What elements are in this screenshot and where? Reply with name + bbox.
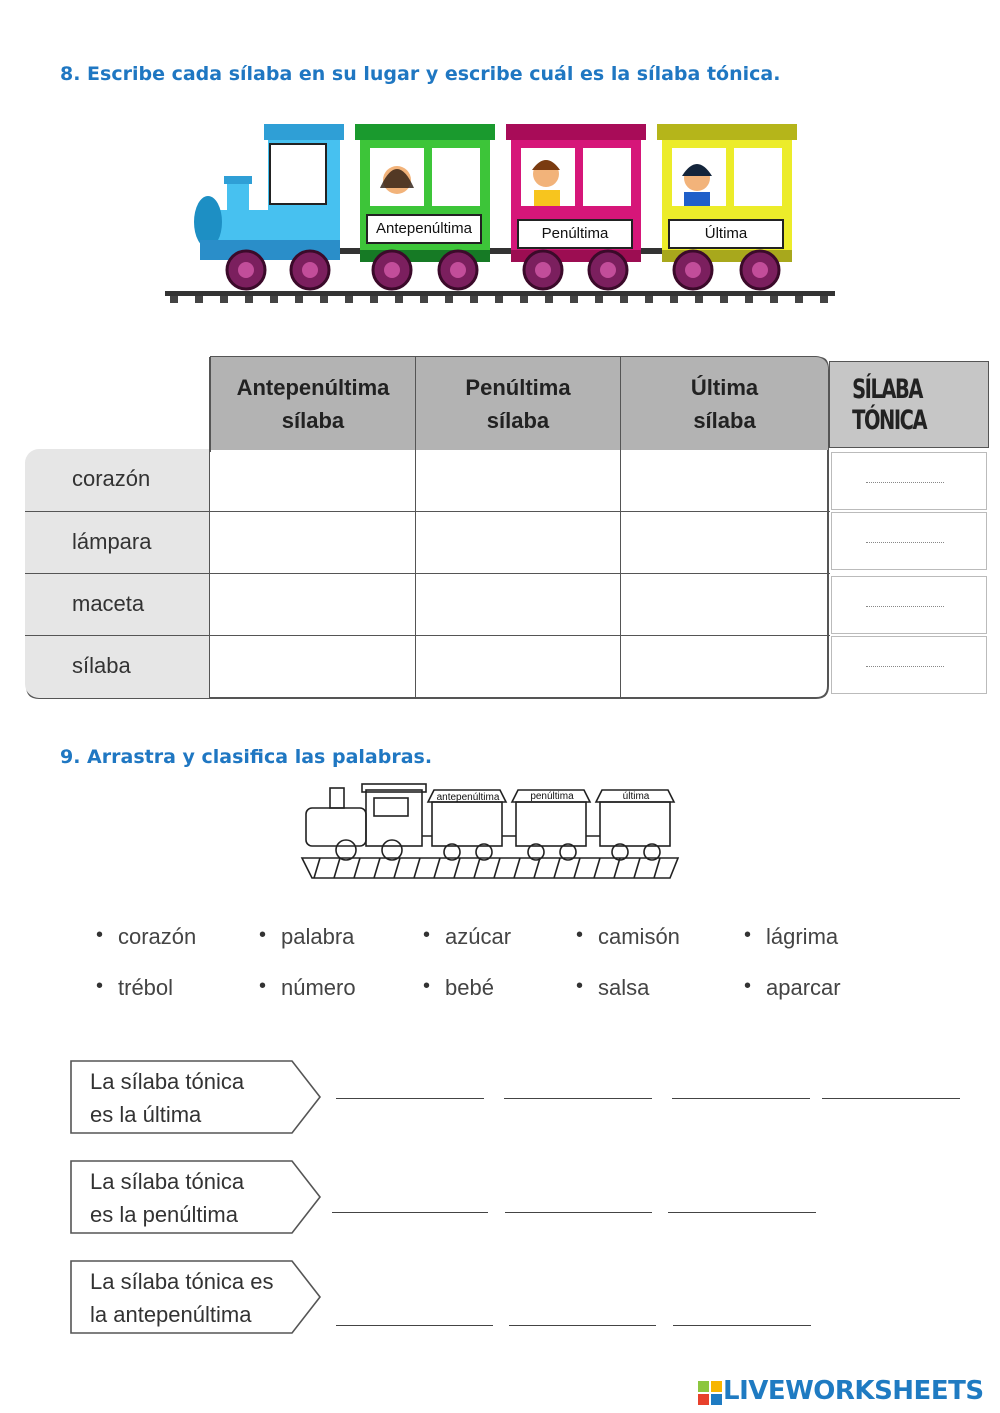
answer-cell[interactable] [210,636,416,698]
answer-cell[interactable] [210,574,416,635]
logo-mark-icon [698,1381,722,1405]
line-train-label-ultima: última [622,791,650,802]
tonica-input[interactable] [831,452,987,510]
header-ultima: Última sílaba [621,356,828,450]
category-antepenultima [70,1260,322,1334]
drop-slot[interactable] [332,1212,488,1213]
drop-slot[interactable] [672,1098,810,1099]
table-row [25,511,830,573]
draggable-word[interactable]: • bebé [445,975,494,1001]
train-label-antepenultima: Antepenúltima [366,214,482,244]
answer-cell[interactable] [621,449,828,511]
drop-slot[interactable] [336,1325,493,1326]
header-penultima: Penúltima sílaba [416,356,621,450]
table-row [25,573,830,635]
logo-text: LIVEWORKSHEETS [723,1376,984,1406]
line-train-label-penultima: penúltima [530,791,574,802]
train-drawing [160,110,850,310]
draggable-word[interactable]: • número [281,975,356,1001]
answer-cell[interactable] [416,512,621,573]
drop-slot[interactable] [822,1098,960,1099]
colorful-train-illustration [160,110,850,310]
draggable-word[interactable]: • trébol [118,975,173,1001]
answer-cell[interactable] [416,636,621,698]
dotted-line [866,542,944,543]
answer-cell[interactable] [416,449,621,511]
exercise-8-heading: 8. Escribe cada sílaba en su lugar y escribe cuál es la sílaba tónica. [60,63,781,85]
train-label-ultima: Última [668,219,784,249]
tonica-header [829,361,989,448]
draggable-word[interactable]: • corazón [118,924,196,950]
train-label-penultima: Penúltima [517,219,633,249]
category-label: La sílaba tónica es la antepenúltima [90,1269,274,1327]
answer-cell[interactable] [621,512,828,573]
row-word: corazón [25,449,210,511]
draggable-word[interactable]: • palabra [281,924,354,950]
table-row [25,449,830,511]
dotted-line [866,606,944,607]
line-art-train-illustration [300,780,680,880]
draggable-word[interactable]: • salsa [598,975,649,1001]
dotted-line [866,482,944,483]
tonica-input[interactable] [831,512,987,570]
tonica-input[interactable] [831,636,987,694]
tonica-header-text: SÍLABA TÓNICA [852,373,927,436]
dotted-line [866,666,944,667]
category-label: La sílaba tónica es la penúltima [90,1169,245,1227]
row-word: sílaba [25,636,210,698]
answer-cell[interactable] [210,512,416,573]
drop-slot[interactable] [504,1098,652,1099]
answer-cell[interactable] [416,574,621,635]
draggable-word[interactable]: • lágrima [766,924,838,950]
drop-slot[interactable] [668,1212,816,1213]
syllable-table [25,356,830,700]
answer-cell[interactable] [210,449,416,511]
row-word: maceta [25,574,210,635]
drop-slot[interactable] [509,1325,656,1326]
row-word: lámpara [25,512,210,573]
category-ultima [70,1060,322,1134]
tonica-input[interactable] [831,576,987,634]
drop-slot[interactable] [673,1325,811,1326]
header-antepenultima: Antepenúltima sílaba [210,356,416,450]
drop-slot[interactable] [336,1098,484,1099]
draggable-word[interactable]: • aparcar [766,975,841,1001]
drop-slot[interactable] [505,1212,652,1213]
table-row [25,635,830,698]
category-penultima [70,1160,322,1234]
answer-cell[interactable] [621,636,828,698]
answer-cell[interactable] [621,574,828,635]
draggable-word[interactable]: • azúcar [445,924,511,950]
liveworksheets-logo [696,1376,996,1408]
category-label: La sílaba tónica es la última [90,1069,245,1127]
exercise-9-heading: 9. Arrastra y clasifica las palabras. [60,746,433,768]
draggable-word[interactable]: • camisón [598,924,680,950]
line-train-label-antepenultima: antepenúltima [436,792,500,803]
